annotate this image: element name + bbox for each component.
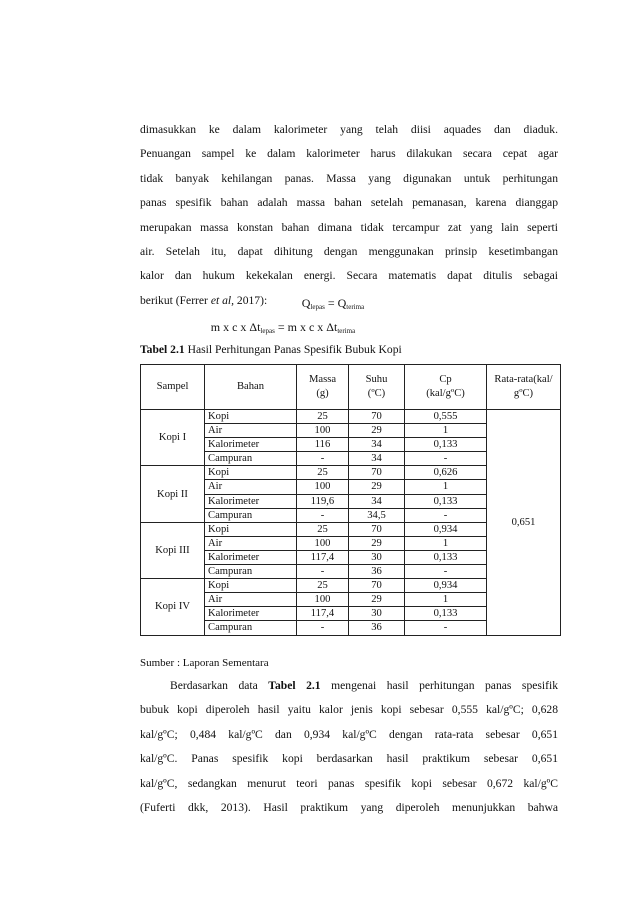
table-row: Air 100 29 1 (141, 480, 561, 494)
paragraph-1 (140, 118, 558, 313)
text-line: kalor dan hukum kekekalan energi. Secara matematis dapat ditulis sebagai (140, 269, 558, 283)
text-line: air. Setelah itu, dapat dihitung dengan menggunakan prinsip kesetimbangan (140, 245, 558, 259)
text-line: bubuk kopi diperoleh hasil yaitu kalor jenis kopi sebesar 0,555 kal/gºC; 0,628 (140, 703, 558, 717)
text-line-citation: berikut (Ferrer et al, 2017): (140, 293, 268, 307)
text-line: Berdasarkan data Tabel 2.1 mengenai hasil perhitungan panas spesifik (170, 679, 558, 692)
sample-cell: Kopi II (141, 466, 205, 522)
table-header-row (141, 365, 561, 410)
sample-cell: Kopi III (141, 522, 205, 578)
text-line: panas spesifik bahan adalah massa bahan setelah pemanasan, karena dianggap (140, 196, 558, 210)
header-bahan: Bahan (205, 365, 297, 410)
table-row: Kalorimeter 116 34 0,133 (141, 438, 561, 452)
text-line: dimasukkan ke dalam kalorimeter yang telah diisi aquades dan diaduk. (140, 123, 558, 136)
table-source: Sumber : Laporan Sementara (140, 657, 269, 669)
header-suhu: Suhu (ºC) (349, 365, 405, 410)
table-row: Kopi III Kopi 25 70 0,934 (141, 522, 561, 536)
text-line: Penuangan sampel ke dalam kalorimeter harus dilakukan secara cepat agar (140, 147, 558, 161)
text-line: kal/gºC. Panas spesifik kopi berdasarkan hasil praktikum sebesar 0,651 (140, 752, 558, 766)
results-table (140, 364, 561, 636)
table-row: Campuran - 34,5 - (141, 508, 561, 522)
table-row: Kalorimeter 117,4 30 0,133 (141, 550, 561, 564)
average-cell: 0,651 (487, 410, 561, 636)
table-row: Campuran - 34 - (141, 452, 561, 466)
text-line: tidak banyak kehilangan panas. Massa yang digunakan untuk perhitungan (140, 171, 558, 185)
table-row: Campuran - 36 - (141, 565, 561, 579)
table-row: Kopi I Kopi 25 70 0,555 0,651 (141, 410, 561, 424)
text-line: kal/gºC; 0,484 kal/gºC dan 0,934 kal/gºC dengan rata-rata sebesar 0,651 (140, 727, 558, 741)
text-line: merupakan massa konstan bahan dimana tidak tercampur zat yang lain seperti (140, 220, 558, 234)
equation-heat-balance: $Q_{lepas} = Q_{terima}$ (301, 296, 365, 311)
table-row: Kalorimeter 119,6 34 0,133 (141, 494, 561, 508)
header-cp: Cp (kal/gºC) (405, 365, 487, 410)
text-line: kal/gºC, sedangkan menurut teori panas spesifik kopi sebesar 0,672 kal/gºC (140, 776, 558, 790)
sample-cell: Kopi IV (141, 579, 205, 635)
table-caption: Tabel 2.1 Hasil Perhitungan Panas Spesifik Bubuk Kopi (140, 343, 402, 356)
header-rata: Rata-rata(kal/ gºC) (487, 365, 561, 410)
sample-cell: Kopi I (141, 410, 205, 466)
text-line: (Fuferti dkk, 2013). Hasil praktikum yang diperoleh menunjukkan bahwa (140, 801, 558, 815)
table-row: Kopi IV Kopi 25 70 0,934 (141, 579, 561, 593)
table-row: Air 100 29 1 (141, 424, 561, 438)
table-row: Kopi II Kopi 25 70 0,626 (141, 466, 561, 480)
equation-mass-heat: m x c x $\Delta t_{lepas} = m$ x c x $\Delta t_{terima}$ (210, 320, 356, 335)
header-massa: Massa (g) (297, 365, 349, 410)
paragraph-2 (140, 674, 558, 820)
header-sampel: Sampel (141, 365, 205, 410)
table-row: Air 100 29 1 (141, 536, 561, 550)
table-row: Campuran - 36 - (141, 621, 561, 635)
table-row: Air 100 29 1 (141, 593, 561, 607)
table-row: Kalorimeter 117,4 30 0,133 (141, 607, 561, 621)
